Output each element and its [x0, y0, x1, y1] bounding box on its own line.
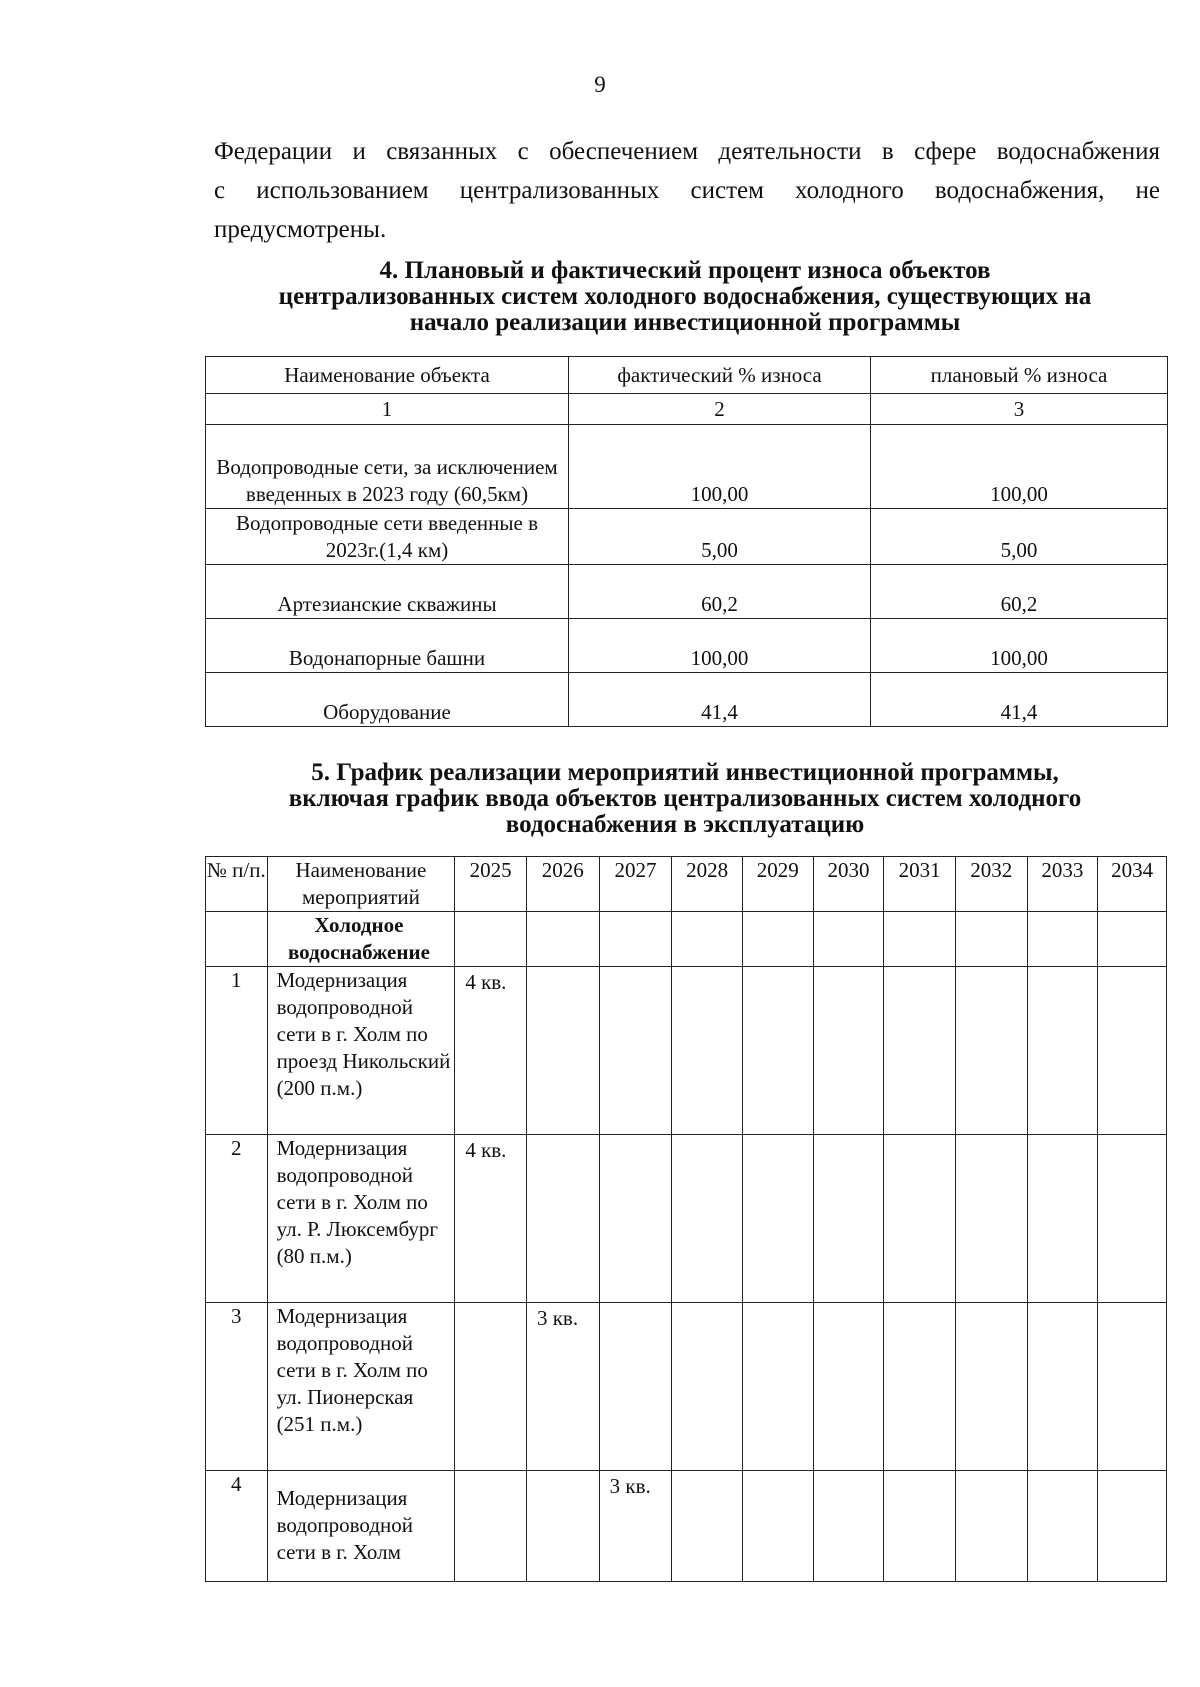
empty-cell [955, 1471, 1027, 1582]
object-name: Артезианские скважины [206, 565, 569, 619]
header-year: 2026 [526, 857, 599, 912]
header-planned-wear: плановый % износа [871, 357, 1168, 394]
empty-cell [1098, 912, 1167, 967]
table-row [206, 509, 1168, 565]
object-name: Водопроводные сети, за исключением введенных в 2023 году (60,5км) [206, 425, 569, 509]
empty-cell [599, 912, 672, 967]
header-object-name: Наименование объекта [206, 357, 569, 394]
planned-wear: 100,00 [871, 425, 1168, 509]
intro-paragraph [214, 132, 1160, 249]
heading-line: централизованных систем холодного водоснабжения, существующих на [278, 283, 1092, 310]
section-row [206, 912, 1167, 967]
empty-cell [672, 1135, 743, 1303]
empty-cell [1098, 1135, 1167, 1303]
activity-name: Модернизация водопроводной сети в г. Холм [267, 1471, 455, 1582]
empty-cell [526, 1135, 599, 1303]
column-number-row [206, 394, 1168, 425]
header-year: 2028 [672, 857, 743, 912]
activity-name: Модернизация водопроводной сети в г. Холм по ул. Р. Люксембург (80 п.м.) [267, 1135, 455, 1303]
actual-wear: 100,00 [569, 619, 871, 673]
empty-cell [742, 1135, 813, 1303]
intro-line: с использованием централизованных систем холодного водоснабжения, не [214, 177, 1160, 204]
empty-cell [455, 1303, 527, 1471]
header-year: 2032 [955, 857, 1027, 912]
empty-cell [672, 967, 743, 1135]
object-name: Водопроводные сети введенные в 2023г.(1,4 км) [206, 509, 569, 565]
planned-wear: 41,4 [871, 673, 1168, 727]
empty-cell [526, 1471, 599, 1582]
empty-cell [1027, 1471, 1098, 1582]
heading-line: 5. График реализации мероприятий инвестиционной программы, [311, 759, 1059, 786]
planned-wear: 5,00 [871, 509, 1168, 565]
column-number: 2 [569, 394, 871, 425]
header-year: 2034 [1098, 857, 1167, 912]
empty-cell [884, 1471, 956, 1582]
empty-cell [1027, 1303, 1098, 1471]
empty-cell [672, 1303, 743, 1471]
empty-cell [1027, 1135, 1098, 1303]
table-row [206, 425, 1168, 509]
empty-cell [742, 967, 813, 1135]
empty-cell [813, 1303, 884, 1471]
empty-cell [955, 912, 1027, 967]
page-number: 9 [594, 72, 606, 97]
empty-cell [742, 1303, 813, 1471]
empty-cell [599, 967, 672, 1135]
empty-cell [206, 912, 268, 967]
header-number: № п/п. [206, 857, 268, 912]
table-row [206, 967, 1167, 1135]
quarter-cell: 4 кв. [455, 1135, 527, 1303]
heading-line: водоснабжения в эксплуатацию [505, 811, 865, 838]
column-number: 3 [871, 394, 1168, 425]
table-row [206, 1471, 1167, 1582]
empty-cell [742, 1471, 813, 1582]
header-year: 2033 [1027, 857, 1098, 912]
header-year: 2030 [813, 857, 884, 912]
heading-line: 4. Плановый и фактический процент износа объектов [379, 257, 991, 284]
empty-cell [455, 1471, 527, 1582]
table-row [206, 1135, 1167, 1303]
actual-wear: 100,00 [569, 425, 871, 509]
empty-cell [672, 912, 743, 967]
empty-cell [884, 912, 956, 967]
empty-cell [742, 912, 813, 967]
quarter-cell: 3 кв. [599, 1471, 672, 1582]
quarter-cell: 4 кв. [455, 967, 527, 1135]
header-year: 2029 [742, 857, 813, 912]
row-number: 4 [206, 1471, 268, 1582]
empty-cell [813, 1471, 884, 1582]
empty-cell [599, 1135, 672, 1303]
schedule-header-row [206, 857, 1167, 912]
schedule-table [205, 856, 1167, 1582]
empty-cell [599, 1303, 672, 1471]
empty-cell [884, 1135, 956, 1303]
heading-line: начало реализации инвестиционной программы [409, 309, 961, 336]
section-label: Холодное водоснабжение [267, 912, 455, 967]
empty-cell [813, 967, 884, 1135]
table-row [206, 673, 1168, 727]
empty-cell [955, 967, 1027, 1135]
empty-cell [1027, 967, 1098, 1135]
empty-cell [526, 912, 599, 967]
empty-cell [1098, 1471, 1167, 1582]
actual-wear: 5,00 [569, 509, 871, 565]
header-actual-wear: фактический % износа [569, 357, 871, 394]
row-number: 1 [206, 967, 268, 1135]
empty-cell [1098, 967, 1167, 1135]
activity-name: Модернизация водопроводной сети в г. Холм по проезд Никольский (200 п.м.) [267, 967, 455, 1135]
section-4-heading [190, 258, 1180, 336]
quarter-cell: 3 кв. [526, 1303, 599, 1471]
empty-cell [1098, 1303, 1167, 1471]
table-row [206, 1303, 1167, 1471]
header-year: 2025 [455, 857, 527, 912]
table-row [206, 565, 1168, 619]
object-name: Водонапорные башни [206, 619, 569, 673]
empty-cell [955, 1303, 1027, 1471]
header-year: 2027 [599, 857, 672, 912]
planned-wear: 60,2 [871, 565, 1168, 619]
table-row [206, 619, 1168, 673]
planned-wear: 100,00 [871, 619, 1168, 673]
activity-name: Модернизация водопроводной сети в г. Холм по ул. Пионерская (251 п.м.) [267, 1303, 455, 1471]
row-number: 2 [206, 1135, 268, 1303]
heading-line: включая график ввода объектов централизованных систем холодного [288, 785, 1082, 812]
actual-wear: 41,4 [569, 673, 871, 727]
empty-cell [455, 912, 527, 967]
object-name: Оборудование [206, 673, 569, 727]
empty-cell [884, 1303, 956, 1471]
row-number: 3 [206, 1303, 268, 1471]
intro-line: предусмотрены. [214, 216, 387, 243]
header-year: 2031 [884, 857, 956, 912]
section-5-heading [190, 760, 1180, 838]
intro-line: Федерации и связанных с обеспечением деятельности в сфере водоснабжения [214, 138, 1160, 165]
empty-cell [672, 1471, 743, 1582]
empty-cell [813, 1135, 884, 1303]
column-number: 1 [206, 394, 569, 425]
empty-cell [813, 912, 884, 967]
wear-table [205, 356, 1168, 727]
actual-wear: 60,2 [569, 565, 871, 619]
empty-cell [884, 967, 956, 1135]
empty-cell [526, 967, 599, 1135]
table-header-row [206, 357, 1168, 394]
empty-cell [1027, 912, 1098, 967]
header-activity-name: Наименование мероприятий [267, 857, 455, 912]
empty-cell [955, 1135, 1027, 1303]
